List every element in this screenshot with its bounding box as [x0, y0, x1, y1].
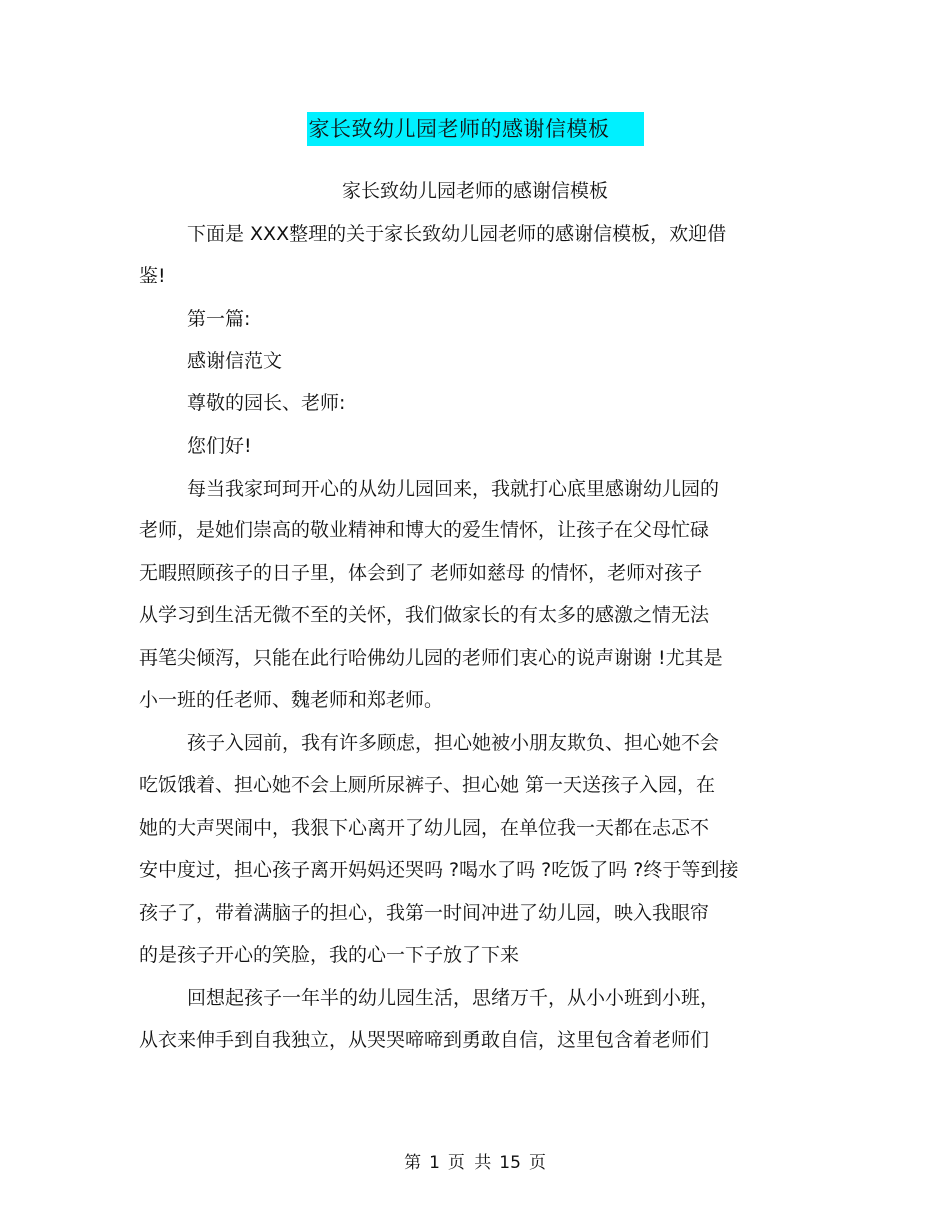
title-container: [0, 112, 950, 146]
text-line: 下面是 XXX整理的关于家长致幼儿园老师的感谢信模板，欢迎借: [187, 223, 727, 245]
highlighted-title: 家长致幼儿园老师的感谢信模板: [307, 112, 644, 146]
text-line: 的是孩子开心的笑脸，我的心一下子放了下来: [139, 944, 520, 966]
text-line: 她的大声哭闹中，我狠下心离开了幼儿园，在单位我一天都在忐忑不: [139, 817, 710, 839]
text-line: 从衣来伸手到自我独立，从哭哭啼啼到勇敢自信，这里包含着老师们: [139, 1029, 710, 1051]
page-label-suffix: 页: [528, 1153, 546, 1173]
page-label-mid: 页 共: [447, 1153, 492, 1173]
text-line: 老师，是她们崇高的敬业精神和博大的爱生情怀，让孩子在父母忙碌: [139, 519, 710, 541]
text-line: 回想起孩子一年半的幼儿园生活，思绪万千，从小小班到小班，: [187, 987, 720, 1009]
text-line: 再笔尖倾泻，只能在此行哈佛幼儿园的老师们衷心的说声谢谢 !尤其是: [139, 647, 723, 669]
text-line: 第一篇:: [187, 308, 251, 330]
text-line: 无暇照顾孩子的日子里，体会到了 老师如慈母 的情怀，老师对孩子: [139, 562, 703, 584]
text-line: 吃饭饿着、担心她不会上厕所尿裤子、担心她 第一天送孩子入园，在: [139, 774, 716, 796]
text-line: 安中度过，担心孩子离开妈妈还哭吗 ?喝水了吗 ?吃饭了吗 ?终于等到接: [139, 859, 739, 881]
text-line: 每当我家珂珂开心的从幼儿园回来，我就打心底里感谢幼儿园的: [187, 478, 720, 500]
text-line: 鉴!: [139, 265, 166, 287]
page-number: 1: [429, 1153, 440, 1173]
page-footer: [0, 1150, 950, 1176]
text-line: 小一班的任老师、魏老师和郑老师。: [139, 689, 444, 711]
text-line: 您们好!: [187, 435, 252, 457]
text-line: 孩子入园前，我有许多顾虑，担心她被小朋友欺负、担心她不会: [187, 732, 720, 754]
text-line: 感谢信范文: [187, 350, 283, 372]
total-pages: 15: [499, 1153, 521, 1173]
subtitle: 家长致幼儿园老师的感谢信模板: [341, 180, 608, 202]
text-line: 从学习到生活无微不至的关怀，我们做家长的有太多的感激之情无法: [139, 604, 710, 626]
page-label-prefix: 第: [404, 1153, 422, 1173]
text-line: 孩子了，带着满脑子的担心，我第一时间冲进了幼儿园，映入我眼帘: [139, 902, 710, 924]
text-line: 尊敬的园长、老师:: [187, 392, 346, 414]
